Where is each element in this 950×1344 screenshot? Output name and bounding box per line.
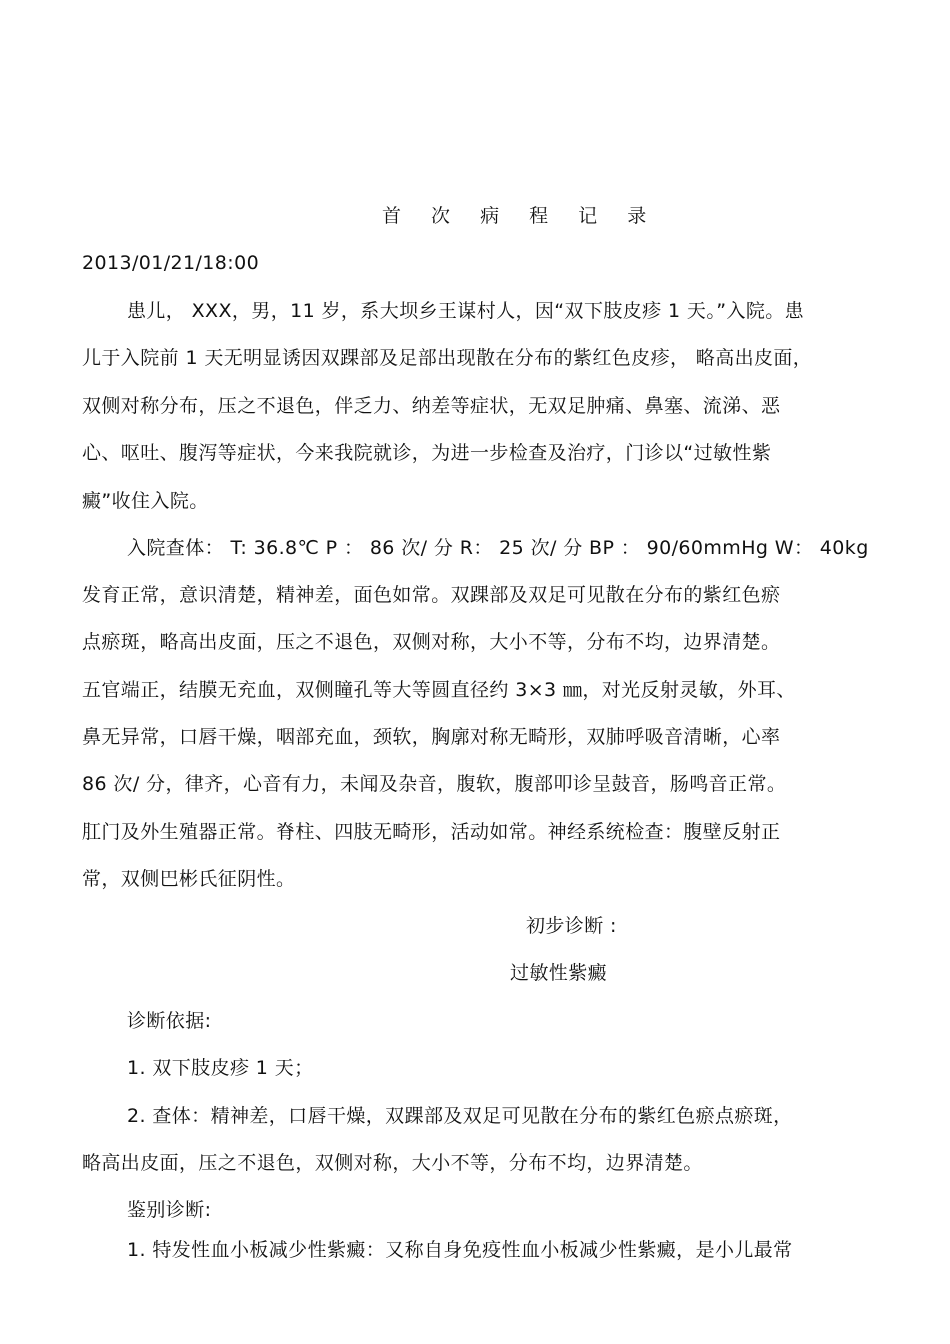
diagnosis-basis-item: 略高出皮面，压之不退色，双侧对称，大小不等，分布不均，边界清楚。 [82,1152,703,1174]
differential-diagnosis-item: 1. 特发性血小板减少性紫癜：又称自身免疫性血小板减少性紫癜，是小儿最常 [127,1239,793,1261]
history-line: 双侧对称分布，压之不退色，伴乏力、纳差等症状，无双足肿痛、鼻塞、流涕、恶 [82,395,781,417]
exam-line: 鼻无异常，口唇干燥，咽部充血，颈软，胸廓对称无畸形，双肺呼吸音清晰，心率 [82,726,781,748]
history-line: 心、呕吐、腹泻等症状，今来我院就诊，为进一步检查及治疗，门诊以“过敏性紫 [82,442,772,464]
exam-line: 五官端正，结膜无充血，双侧瞳孔等大等圆直径约 3×3 ㎜，对光反射灵敏，外耳、 [82,679,796,701]
diagnosis-basis-item: 2. 查体：精神差，口唇干燥，双踝部及双足可见散在分布的紫红色瘀点瘀斑， [127,1105,793,1127]
exam-line: 点瘀斑，略高出皮面，压之不退色，双侧对称，大小不等，分布不均，边界清楚。 [82,631,781,653]
page-title: 首 次 病 程 记 录 [382,205,659,227]
diagnosis-basis-label: 诊断依据: [127,1010,212,1032]
exam-line: 入院查体： T: 36.8℃ P ： 86 次/ 分 R： 25 次/ 分 BP ： 90/60mmHg W： 40kg [127,537,869,559]
exam-line: 肛门及外生殖器正常。脊柱、四肢无畸形，活动如常。神经系统检查：腹壁反射正 [82,821,781,843]
differential-diagnosis-label: 鉴别诊断: [127,1199,212,1221]
history-line: 儿于入院前 1 天无明显诱因双踝部及足部出现散在分布的紫红色皮疹， 略高出皮面， [82,347,813,369]
record-datetime: 2013/01/21/18:00 [82,252,260,274]
history-line: 癜”收住入院。 [82,490,209,512]
diagnosis-basis-item: 1. 双下肢皮疹 1 天； [127,1057,314,1079]
preliminary-diagnosis: 过敏性紫癜 [510,962,608,984]
exam-line: 常，双侧巴彬氏征阴性。 [82,868,296,890]
exam-line: 发育正常，意识清楚，精神差，面色如常。双踝部及双足可见散在分布的紫红色瘀 [82,584,781,606]
exam-line: 86 次/ 分，律齐，心音有力，未闻及杂音，腹软，腹部叩诊呈鼓音，肠鸣音正常。 [82,773,787,795]
preliminary-diagnosis-label: 初步诊断 : [526,915,617,937]
history-line: 患儿， XXX，男，11 岁，系大坝乡王谋村人，因“双下肢皮疹 1 天。”入院。患 [127,300,805,322]
